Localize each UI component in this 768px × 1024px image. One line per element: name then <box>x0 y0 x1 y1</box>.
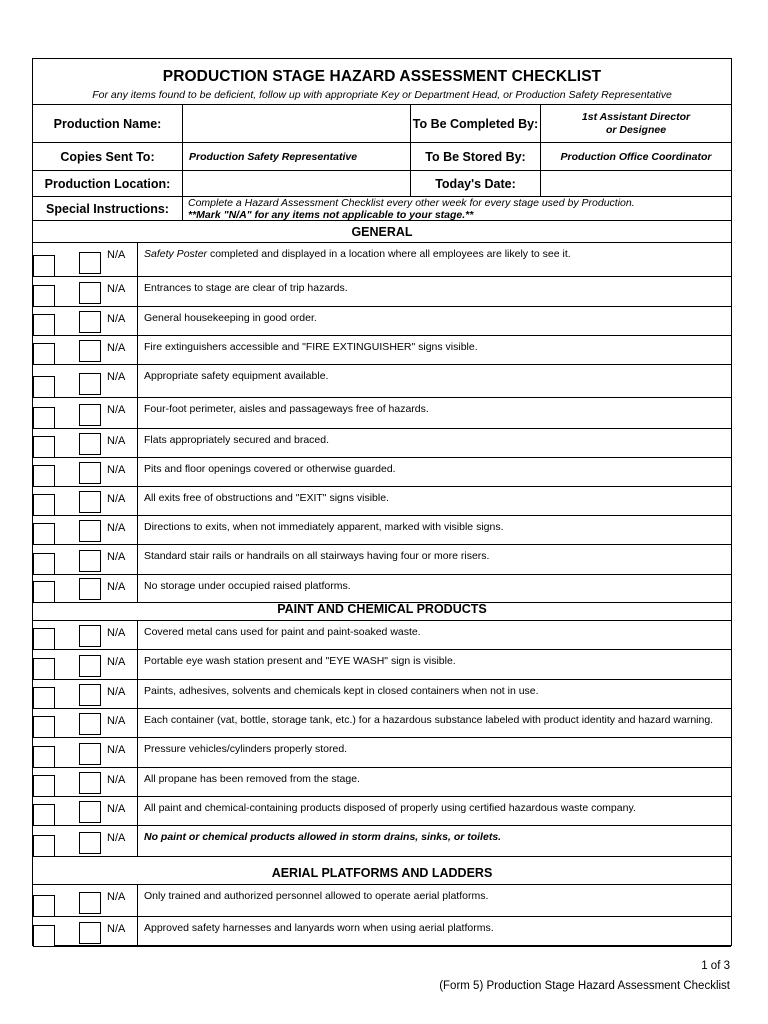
page-number: 1 of 3 <box>701 960 730 972</box>
item-text <box>144 802 636 814</box>
na-check-box[interactable] <box>79 311 101 333</box>
checklist-item <box>33 545 731 575</box>
na-check-box[interactable] <box>79 625 101 647</box>
todays-date-label: Today's Date: <box>435 176 516 191</box>
checklist-item <box>33 680 731 709</box>
na-check-box[interactable] <box>79 713 101 735</box>
na-check-box[interactable] <box>79 772 101 794</box>
item-text <box>144 890 488 902</box>
na-label: N/A <box>107 581 126 593</box>
na-check-box[interactable] <box>79 743 101 765</box>
na-check-box[interactable] <box>79 491 101 513</box>
title-block <box>33 59 731 105</box>
na-check-box[interactable] <box>79 404 101 426</box>
item-text-body: Covered metal cans used for paint and paint-soaked waste. <box>144 626 421 638</box>
na-check-box[interactable] <box>79 520 101 542</box>
production-location-label: Production Location: <box>44 176 171 191</box>
na-check-box[interactable] <box>79 550 101 572</box>
na-label: N/A <box>107 313 126 325</box>
check-box[interactable] <box>33 835 55 857</box>
check-box[interactable] <box>33 376 55 398</box>
item-text-body: Only trained and authorized personnel allowed to operate aerial platforms. <box>144 890 489 902</box>
production-name-field[interactable] <box>183 105 410 142</box>
na-check-box[interactable] <box>79 340 101 362</box>
item-text-body: Four-foot perimeter, aisles and passageways free of hazards. <box>144 403 429 415</box>
checklist-item <box>33 826 731 857</box>
todays-date-field[interactable] <box>541 171 731 196</box>
item-text <box>144 521 504 533</box>
na-label: N/A <box>107 435 126 447</box>
to-be-completed-line2: or Designee <box>605 123 667 136</box>
na-check-box[interactable] <box>79 832 101 854</box>
copies-sent-label: Copies Sent To: <box>60 149 155 164</box>
special-instructions-line1: Complete a Hazard Assessment Checklist every other week for every stage used by Production. <box>188 197 635 209</box>
special-instructions-text <box>188 197 635 221</box>
item-text <box>144 580 351 592</box>
checklist-item <box>33 458 731 487</box>
na-label: N/A <box>107 832 126 844</box>
check-box[interactable] <box>33 687 55 709</box>
section-header: AERIAL PLATFORMS AND LADDERS <box>33 861 731 885</box>
checklist-item <box>33 885 731 917</box>
na-check-box[interactable] <box>79 282 101 304</box>
item-text <box>144 492 389 504</box>
to-be-completed-line1: 1st Assistant Director <box>581 110 691 123</box>
checklist-item <box>33 429 731 458</box>
item-text-body: Flats appropriately secured and braced. <box>144 434 330 446</box>
na-check-box[interactable] <box>79 801 101 823</box>
na-label: N/A <box>107 744 126 756</box>
item-text <box>144 550 489 562</box>
na-label: N/A <box>107 283 126 295</box>
item-text-body: All paint and chemical-containing products disposed of properly using certified hazardous waste company. <box>144 802 636 814</box>
item-text-body: Each container (vat, bottle, storage tank, etc.) for a hazardous substance labeled with product identity and hazard warning. <box>144 714 714 726</box>
item-text <box>144 248 571 260</box>
item-text-body: Entrances to stage are clear of trip hazards. <box>144 282 348 294</box>
item-text <box>144 434 329 446</box>
checklist-item <box>33 336 731 365</box>
item-text <box>144 626 421 638</box>
check-box[interactable] <box>33 804 55 826</box>
na-label: N/A <box>107 249 126 261</box>
check-box[interactable] <box>33 436 55 458</box>
na-check-box[interactable] <box>79 433 101 455</box>
na-label: N/A <box>107 464 126 476</box>
to-be-completed-label: To Be Completed By: <box>412 116 539 131</box>
item-text <box>144 463 396 475</box>
checklist-item <box>33 768 731 797</box>
info-row-production-name <box>33 105 731 143</box>
checklist-item <box>33 621 731 650</box>
item-text-body: All exits free of obstructions and "EXIT" signs visible. <box>144 492 389 504</box>
item-text <box>144 282 348 294</box>
checklist-form <box>32 58 732 946</box>
section-header: GENERAL <box>33 221 731 243</box>
item-text-body: Pits and floor openings covered or otherwise guarded. <box>144 463 396 475</box>
checklist-item <box>33 243 731 277</box>
item-text <box>144 655 456 667</box>
form-title: PRODUCTION STAGE HAZARD ASSESSMENT CHECKLIST <box>162 68 602 85</box>
check-box[interactable] <box>33 523 55 545</box>
item-text <box>144 685 539 697</box>
section-header: PAINT AND CHEMICAL PRODUCTS <box>33 597 731 621</box>
checklist-item <box>33 709 731 738</box>
item-text <box>144 370 328 382</box>
checklist-item <box>33 516 731 545</box>
item-text-body: Standard stair rails or handrails on all stairways having four or more risers. <box>144 550 490 562</box>
check-box[interactable] <box>33 895 55 917</box>
production-name-label: Production Name: <box>53 116 162 131</box>
item-text <box>144 312 317 324</box>
check-box[interactable] <box>33 925 55 947</box>
na-check-box[interactable] <box>79 892 101 914</box>
na-check-box[interactable] <box>79 684 101 706</box>
na-label: N/A <box>107 627 126 639</box>
na-check-box[interactable] <box>79 462 101 484</box>
checklist-item <box>33 365 731 398</box>
na-check-box[interactable] <box>79 655 101 677</box>
item-text-body: No paint or chemical products allowed in storm drains, sinks, or toilets. <box>144 831 502 843</box>
item-text <box>144 341 478 353</box>
special-instructions-row <box>33 197 731 221</box>
check-box[interactable] <box>33 407 55 429</box>
check-box[interactable] <box>33 255 55 277</box>
check-box[interactable] <box>33 746 55 768</box>
check-box[interactable] <box>33 314 55 336</box>
check-box[interactable] <box>33 285 55 307</box>
item-text <box>144 743 347 755</box>
to-be-completed-value <box>541 105 731 142</box>
production-location-field[interactable] <box>183 171 410 196</box>
item-text-body: Paints, adhesives, solvents and chemicals kept in closed containers when not in use. <box>144 685 539 697</box>
na-label: N/A <box>107 551 126 563</box>
check-box[interactable] <box>33 658 55 680</box>
checklist-item <box>33 738 731 768</box>
to-be-stored-value: Production Office Coordinator <box>560 150 712 163</box>
checklist-item <box>33 487 731 516</box>
item-text-body: No storage under occupied raised platforms. <box>144 580 351 592</box>
item-text-body: General housekeeping in good order. <box>144 312 317 324</box>
na-label: N/A <box>107 656 126 668</box>
na-label: N/A <box>107 342 126 354</box>
item-text <box>144 773 360 785</box>
special-instructions-line2: **Mark "N/A" for any items not applicable to your stage.** <box>188 209 474 221</box>
form-name-footer: (Form 5) Production Stage Hazard Assessment Checklist <box>439 980 730 992</box>
na-label: N/A <box>107 803 126 815</box>
checklist-item <box>33 307 731 336</box>
na-label: N/A <box>107 371 126 383</box>
item-text-body: Appropriate safety equipment available. <box>144 370 329 382</box>
na-check-box[interactable] <box>79 373 101 395</box>
item-text-body: Fire extinguishers accessible and "FIRE EXTINGUISHER" signs visible. <box>144 341 478 353</box>
check-box[interactable] <box>33 775 55 797</box>
checklist-item <box>33 650 731 680</box>
special-instructions-label: Special Instructions: <box>46 201 169 216</box>
na-label: N/A <box>107 774 126 786</box>
item-text <box>144 714 713 726</box>
na-label: N/A <box>107 923 126 935</box>
na-label: N/A <box>107 493 126 505</box>
na-label: N/A <box>107 404 126 416</box>
checklist-item <box>33 917 731 947</box>
info-row-location <box>33 171 731 197</box>
check-box[interactable] <box>33 716 55 738</box>
na-check-box[interactable] <box>79 252 101 274</box>
item-text <box>144 922 494 934</box>
na-label: N/A <box>107 522 126 534</box>
checklist-item <box>33 277 731 307</box>
item-text <box>144 403 429 415</box>
check-box[interactable] <box>33 494 55 516</box>
na-label: N/A <box>107 686 126 698</box>
info-row-copies <box>33 143 731 171</box>
item-text-emphasis: Safety Poster <box>144 248 208 260</box>
checklist-item <box>33 797 731 826</box>
checklist-item <box>33 398 731 429</box>
item-text-body: All propane has been removed from the stage. <box>144 773 360 785</box>
na-label: N/A <box>107 891 126 903</box>
na-check-box[interactable] <box>79 922 101 944</box>
item-text-body: Portable eye wash station present and "EYE WASH" sign is visible. <box>144 655 456 667</box>
item-text <box>144 831 501 843</box>
check-box[interactable] <box>33 465 55 487</box>
item-text-body: Pressure vehicles/cylinders properly stored. <box>144 743 348 755</box>
copies-sent-value: Production Safety Representative <box>189 150 358 163</box>
check-box[interactable] <box>33 343 55 365</box>
check-box[interactable] <box>33 553 55 575</box>
na-label: N/A <box>107 715 126 727</box>
check-box[interactable] <box>33 628 55 650</box>
form-subtitle: For any items found to be deficient, follow up with appropriate Key or Department Head, or Production Safety Representative <box>92 89 672 101</box>
to-be-stored-label: To Be Stored By: <box>425 149 526 164</box>
item-text-body: Approved safety harnesses and lanyards worn when using aerial platforms. <box>144 922 494 934</box>
item-text-body: completed and displayed in a location where all employees are likely to see it. <box>207 248 571 260</box>
item-text-body: Directions to exits, when not immediately apparent, marked with visible signs. <box>144 521 504 533</box>
